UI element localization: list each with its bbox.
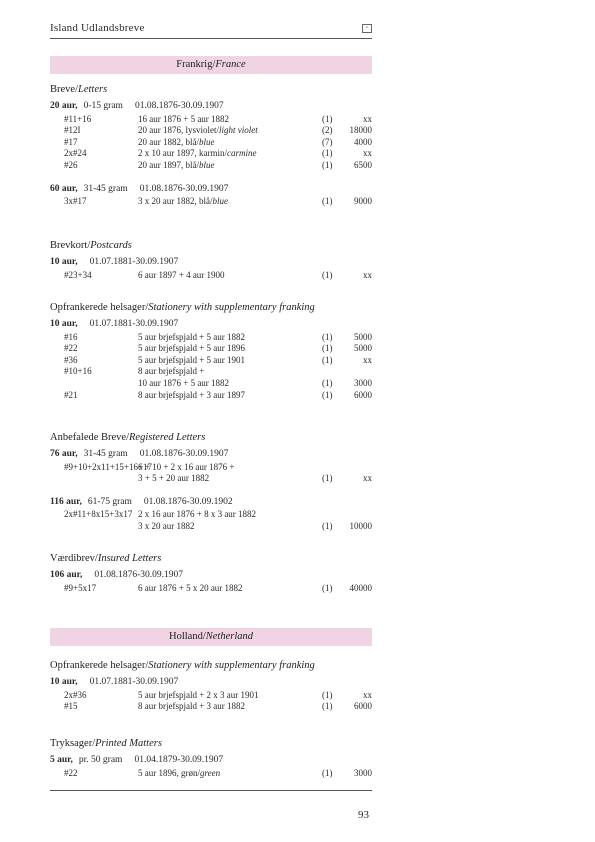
description-translation: green <box>200 767 221 778</box>
section-band-translation: France <box>215 59 246 70</box>
price-value: 3000 <box>354 767 372 778</box>
franking-description <box>138 343 245 353</box>
stamp-code: #9+10+2x11+15+16+17 <box>64 461 153 472</box>
franking-description <box>138 378 229 388</box>
rate-period: 01.07.1881-30.09.1907 <box>89 319 179 329</box>
franking-description <box>138 390 245 400</box>
description-text: 20 aur 1882, blå/ <box>138 136 199 147</box>
group-title <box>50 84 107 95</box>
rate-line <box>50 677 178 687</box>
stamp-code: #22 <box>64 767 78 778</box>
description-translation: blue <box>199 159 215 170</box>
price-value: xx <box>363 689 372 700</box>
franking-description <box>138 137 215 147</box>
franking-description <box>138 270 225 280</box>
stamp-code: #21 <box>64 389 78 400</box>
section-band <box>50 628 372 646</box>
stamp-code: 2x#36 <box>64 689 87 700</box>
known-count: (1) <box>322 159 333 170</box>
known-count: (1) <box>322 196 333 206</box>
group-title-text: Opfrankerede helsager/ <box>50 660 149 671</box>
description-text: 6 aur 1897 + 4 aur 1900 <box>138 269 225 280</box>
description-text: 5 aur 1896, grøn/ <box>138 767 200 778</box>
rate-amount: 20 aur, <box>50 101 78 111</box>
description-text: 20 aur 1876, lysviolet/ <box>138 125 219 136</box>
square-ornament-icon: ▫ <box>362 24 372 33</box>
price-value: 9000 <box>354 196 372 206</box>
franking-description <box>138 332 245 342</box>
price-value: xx <box>363 473 372 484</box>
known-count: (1) <box>322 331 333 342</box>
franking-description <box>138 701 245 711</box>
price-value: 5000 <box>354 331 372 342</box>
rate-amount: 76 aur, <box>50 449 78 459</box>
price-value: xx <box>363 354 372 365</box>
known-count: (7) <box>322 136 333 147</box>
price-value: 6500 <box>354 159 372 170</box>
description-text: 5 aur brjefspjald + 5 aur 1882 <box>138 331 246 342</box>
description-text: 20 aur 1897, blå/ <box>138 159 199 170</box>
franking-description <box>138 521 195 531</box>
header-rule <box>50 38 372 39</box>
footer-rule <box>50 790 372 791</box>
rate-amount: 10 aur, <box>50 677 78 687</box>
group-title <box>50 302 315 313</box>
franking-description <box>138 473 209 483</box>
group-title <box>50 660 315 671</box>
rate-line <box>50 319 178 329</box>
group-title-text: Opfrankerede helsager/ <box>50 302 149 313</box>
group-title-translation: Registered Letters <box>129 432 206 443</box>
rate-period: 01.08.1876-30.09.1907 <box>139 449 229 459</box>
description-text: 5 aur brjefspjald + 5 aur 1901 <box>138 354 246 365</box>
group-title-translation: Letters <box>78 84 108 95</box>
franking-description <box>138 768 220 778</box>
stamp-code: 3x#17 <box>64 196 87 206</box>
franking-description <box>138 355 245 365</box>
franking-description <box>138 690 259 700</box>
section-band-translation: Netherland <box>205 631 253 642</box>
rate-period: 01.08.1876-30.09.1907 <box>134 101 224 111</box>
price-value: 18000 <box>349 125 372 136</box>
rate-period: 01.04.1879-30.09.1907 <box>134 755 224 765</box>
franking-description <box>138 125 258 135</box>
description-translation: light violet <box>219 125 258 136</box>
stamp-code: #9+5x17 <box>64 582 97 593</box>
rate-amount: 116 aur, <box>50 496 82 507</box>
franking-description <box>138 196 228 206</box>
description-text: 5 aur brjefspjald + 2 x 3 aur 1901 <box>138 689 259 700</box>
known-count: (1) <box>322 582 333 593</box>
known-count: (1) <box>322 113 333 124</box>
group-title-translation: Insured Letters <box>97 553 162 564</box>
franking-description <box>138 462 234 472</box>
group-title-translation: Printed Matters <box>95 738 162 749</box>
franking-description <box>138 509 256 519</box>
known-count: (1) <box>322 148 333 159</box>
description-text: 3 + 5 + 20 aur 1882 <box>138 473 210 484</box>
franking-description <box>138 114 229 124</box>
description-text: 8 aur brjefspjald + 3 aur 1897 <box>138 389 246 400</box>
description-text: 3 x 20 aur 1882 <box>138 520 195 531</box>
known-count: (1) <box>322 689 333 700</box>
description-translation: blue <box>199 136 215 147</box>
stamp-code: 2x#11+8x15+3x17 <box>64 509 133 520</box>
stamp-code: #16 <box>64 331 78 342</box>
known-count: (1) <box>322 377 333 388</box>
known-count: (1) <box>322 767 333 778</box>
franking-description <box>138 148 257 158</box>
description-text: 16 aur 1876 + 5 aur 1882 <box>138 113 230 124</box>
known-count: (1) <box>322 520 333 531</box>
running-header-title: Island Udlandsbreve <box>50 22 145 34</box>
rate-amount: 106 aur, <box>50 570 83 580</box>
rate-period: 01.07.1881-30.09.1907 <box>89 257 179 267</box>
rate-weight: 31-45 gram <box>83 449 128 459</box>
description-translation: blue <box>212 196 228 206</box>
group-title-text: Værdibrev/ <box>50 553 98 564</box>
stamp-code: #23+34 <box>64 269 92 280</box>
price-value: 40000 <box>349 582 372 593</box>
rate-amount: 60 aur, <box>50 183 78 194</box>
price-value: 5000 <box>354 343 372 354</box>
description-text: 6 + 10 + 2 x 16 aur 1876 + <box>138 461 235 472</box>
page-number: 93 <box>358 809 369 821</box>
group-title-text: Tryksager/ <box>50 738 96 749</box>
rate-period: 01.08.1876-30.09.1907 <box>139 183 229 194</box>
rate-line <box>50 755 223 765</box>
price-value: xx <box>363 148 372 159</box>
section-band <box>50 56 372 74</box>
price-value: 10000 <box>349 520 372 531</box>
known-count: (1) <box>322 354 333 365</box>
group-title-translation: Stationery with supplementary franking <box>148 660 315 671</box>
franking-description <box>138 366 204 376</box>
group-title-text: Anbefalede Breve/ <box>50 432 130 443</box>
group-title-text: Brevkort/ <box>50 240 91 251</box>
known-count: (1) <box>322 473 333 484</box>
price-value: 3000 <box>354 377 372 388</box>
description-text: 10 aur 1876 + 5 aur 1882 <box>138 377 230 388</box>
group-title-text: Breve/ <box>50 84 78 95</box>
stamp-code: #17 <box>64 136 78 147</box>
stamp-code: #22 <box>64 343 78 354</box>
stamp-code: #36 <box>64 354 78 365</box>
rate-amount: 10 aur, <box>50 319 78 329</box>
stamp-code: #12I <box>64 125 81 136</box>
stamp-code: #15 <box>64 701 78 712</box>
stamp-code: #11+16 <box>64 113 92 124</box>
rate-weight: pr. 50 gram <box>78 755 123 765</box>
price-value: 6000 <box>354 389 372 400</box>
rate-amount: 5 aur, <box>50 755 73 765</box>
group-title <box>50 738 162 749</box>
rate-line <box>50 497 233 507</box>
rate-weight: 31-45 gram <box>83 183 128 194</box>
description-translation: carmine <box>227 148 257 159</box>
rate-weight: 0-15 gram <box>83 101 123 111</box>
rate-period: 01.08.1876-30.09.1902 <box>143 496 233 507</box>
description-text: 8 aur brjefspjald + 3 aur 1882 <box>138 701 246 712</box>
description-text: 5 aur brjefspjald + 5 aur 1896 <box>138 343 246 354</box>
franking-description <box>138 160 215 170</box>
description-text: 6 aur 1876 + 5 x 20 aur 1882 <box>138 582 243 593</box>
price-value: xx <box>363 113 372 124</box>
description-text: 2 x 16 aur 1876 + 8 x 3 aur 1882 <box>138 509 257 520</box>
known-count: (1) <box>322 389 333 400</box>
group-title <box>50 240 132 251</box>
price-value: xx <box>363 269 372 280</box>
known-count: (1) <box>322 701 333 712</box>
franking-description <box>138 583 243 593</box>
stamp-code: 2x#24 <box>64 148 87 159</box>
group-title <box>50 553 161 564</box>
rate-line <box>50 449 228 459</box>
rate-period: 01.08.1876-30.09.1907 <box>94 570 184 580</box>
rate-line <box>50 570 183 580</box>
price-value: 4000 <box>354 136 372 147</box>
price-value: 6000 <box>354 701 372 712</box>
group-title-translation: Postcards <box>90 240 132 251</box>
description-text: 8 aur brjefspjald + <box>138 366 205 377</box>
rate-line <box>50 101 224 111</box>
rate-line <box>50 257 178 267</box>
rate-period: 01.07.1881-30.09.1907 <box>89 677 179 687</box>
section-band-text: Holland/ <box>169 631 206 642</box>
rate-weight: 61-75 gram <box>87 496 132 507</box>
rate-amount: 10 aur, <box>50 257 78 267</box>
description-text: 3 x 20 aur 1882, blå/ <box>138 196 213 206</box>
known-count: (1) <box>322 343 333 354</box>
section-band-text: Frankrig/ <box>176 59 216 70</box>
known-count: (2) <box>322 125 333 136</box>
description-text: 2 x 10 aur 1897, karmin/ <box>138 148 227 159</box>
stamp-code: #26 <box>64 159 78 170</box>
group-title <box>50 432 205 443</box>
known-count: (1) <box>322 269 333 280</box>
group-title-translation: Stationery with supplementary franking <box>148 302 315 313</box>
rate-line <box>50 184 228 194</box>
stamp-code: #10+16 <box>64 366 92 377</box>
